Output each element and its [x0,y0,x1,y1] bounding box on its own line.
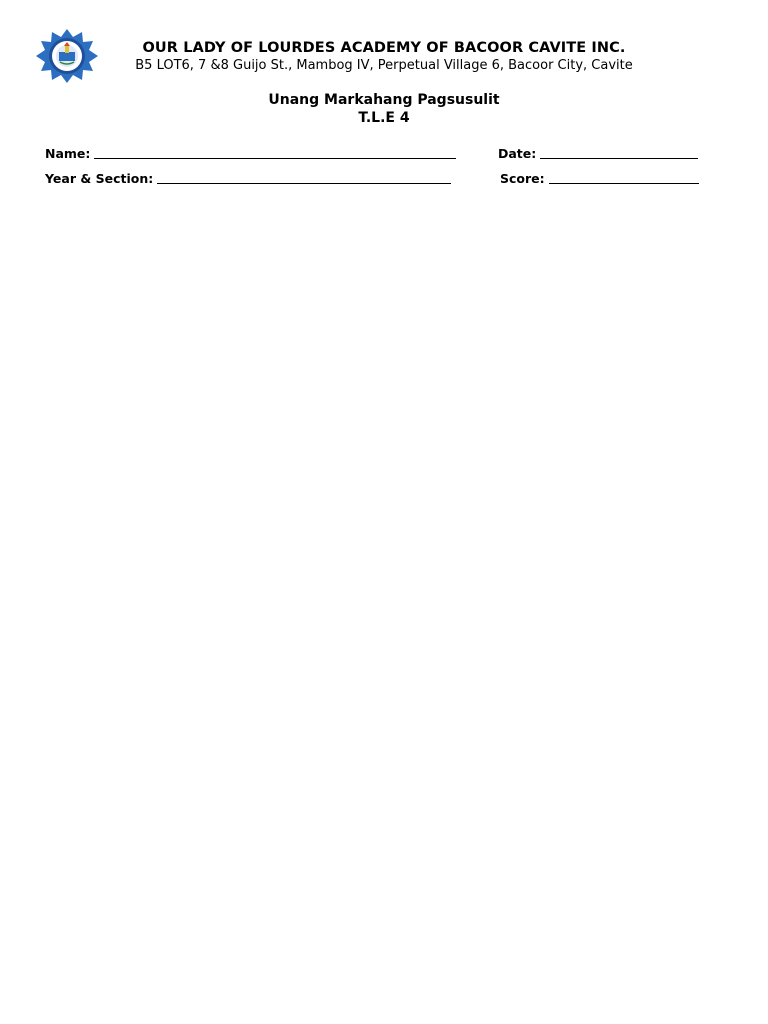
year-section-field[interactable] [45,171,451,186]
school-name: OUR LADY OF LOURDES ACADEMY OF BACOOR CAVITE INC. [142,40,626,56]
name-label: Name: [45,146,91,161]
school-address: B5 LOT6, 7 &8 Guijo St., Mambog IV, Perpetual Village 6, Bacoor City, Cavite [135,58,633,73]
exam-subject: T.L.E 4 [358,110,410,126]
year-section-label: Year & Section: [45,171,154,186]
date-field[interactable] [498,146,698,161]
year-section-blank-line[interactable] [157,171,451,184]
score-blank-line[interactable] [549,171,699,184]
school-seal-icon [34,28,100,84]
date-blank-line[interactable] [540,146,698,159]
name-blank-line[interactable] [94,146,456,159]
score-label: Score: [500,171,545,186]
score-field[interactable] [500,171,699,186]
date-label: Date: [498,146,537,161]
exam-title: Unang Markahang Pagsusulit [268,92,500,108]
name-field[interactable] [45,146,456,161]
